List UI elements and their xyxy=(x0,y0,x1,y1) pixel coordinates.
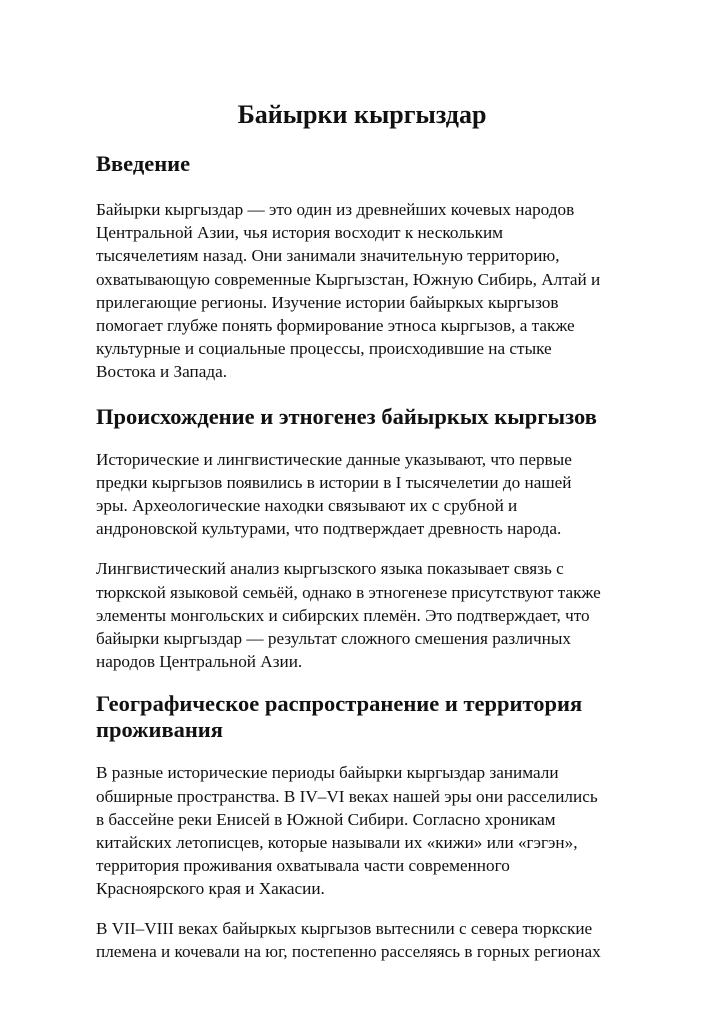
text-line: в бассейне реки Енисей в Южной Сибири. Согласно хроникам xyxy=(96,809,556,829)
text-line: тысячелетиям назад. Они занимали значительную территорию, xyxy=(96,246,560,266)
text-line: Исторические и лингвистические данные указывают, что первые xyxy=(96,449,572,469)
text-line: племена и кочевали на юг, постепенно расселяясь в горных регионах xyxy=(96,941,601,961)
text-line: тюркской языковой семьёй, однако в этногенезе присутствуют также xyxy=(96,582,601,602)
text-line: помогает глубже понять формирование этноса кыргызов, а также xyxy=(96,316,575,336)
text-line: территория проживания охватывала части современного xyxy=(96,856,510,876)
text-line: охватывающую современные Кыргызстан, Южную Сибирь, Алтай и xyxy=(96,269,601,289)
heading-line: Географическое распространение и территория xyxy=(96,691,583,717)
document-body xyxy=(96,147,636,963)
text-line: В разные исторические периоды байырки кыргыздар занимали xyxy=(96,763,559,783)
text-line: андроновской культурами, что подтверждает древность народа. xyxy=(96,519,562,539)
text-line: прилегающие регионы. Изучение истории байыркых кыргызов xyxy=(96,292,559,312)
text-line: эры. Археологические находки связывают их с срубной и xyxy=(96,496,518,516)
paragraph-origin-2 xyxy=(96,557,636,673)
text-line: обширные пространства. В IV–VI веках нашей эры они расселились xyxy=(96,786,598,806)
paragraph-geography-2 xyxy=(96,917,636,963)
text-line: культурные и социальные процессы, происходившие на стыке xyxy=(96,339,552,359)
document-title: Байырки кыргыздар xyxy=(237,100,487,129)
heading-line: проживания xyxy=(96,717,223,743)
paragraph-origin-1 xyxy=(96,448,636,541)
text-line: китайских летописцев, которые называли их «кижи» или «гэгэн», xyxy=(96,833,578,853)
text-line: Лингвистический анализ кыргызского языка показывает связь с xyxy=(96,559,564,579)
paragraph-geography-1 xyxy=(96,761,636,900)
paragraph-introduction xyxy=(96,198,636,384)
text-line: народов Центральной Азии. xyxy=(96,652,303,672)
text-line: В VII–VIII веках байыркых кыргызов вытеснили с севера тюркские xyxy=(96,918,593,938)
text-line: элементы монгольских и сибирских племён. Это подтверждает, что xyxy=(96,605,590,625)
text-line: Байырки кыргыздар — это один из древнейших кочевых народов xyxy=(96,200,575,219)
section-heading-introduction: Введение xyxy=(96,151,191,176)
text-line: Красноярского края и Хакасии. xyxy=(96,879,325,899)
text-line: байырки кыргыздар — результат сложного смешения различных xyxy=(96,629,571,649)
text-line: Центральной Азии, чья история восходит к нескольким xyxy=(96,223,504,243)
section-heading-geography xyxy=(96,691,636,743)
text-line: Востока и Запада. xyxy=(96,362,228,382)
section-heading-origin: Происхождение и этногенез байыркых кыргызов xyxy=(96,403,597,429)
text-line: предки кыргызов появились в истории в I тысячелетии до нашей xyxy=(96,472,572,492)
